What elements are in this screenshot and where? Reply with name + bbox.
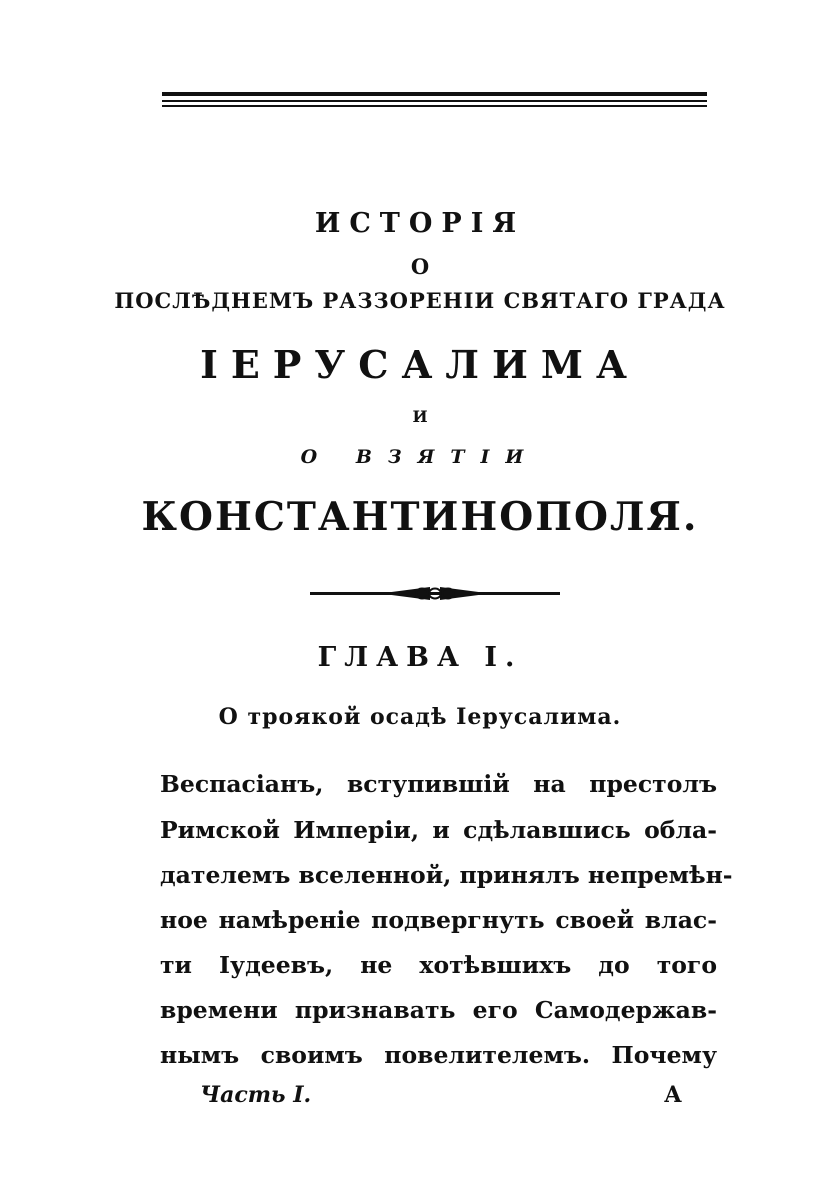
- top-rule-thin: [162, 100, 707, 102]
- book-subtitle-2: О ВЗЯТІИ: [300, 446, 540, 468]
- city-name-jerusalem: ІЕРУСАЛИМА: [200, 342, 640, 387]
- body-line: ное намѣреніе подвергнуть своей влас-: [160, 906, 717, 934]
- body-line: дателемъ вселенной, принялъ непремѣн-: [160, 861, 733, 889]
- body-line: времени признавать его Самодержав-: [160, 996, 717, 1024]
- title-preposition: О: [410, 254, 430, 279]
- signature-mark: А: [664, 1082, 682, 1108]
- body-line: ти Іудеевъ, не хотѣвшихъ до того: [160, 951, 717, 979]
- book-title: ИСТОРІЯ: [314, 208, 526, 239]
- city-name-constantinople: КОНСТАНТИНОПОЛЯ.: [141, 494, 699, 540]
- body-line: нымъ своимъ повелителемъ. Почему: [160, 1041, 717, 1069]
- ornament-divider: [310, 584, 560, 604]
- part-label: Часть I.: [200, 1082, 312, 1108]
- top-rule-thick: [162, 92, 707, 96]
- body-line: Веспасіанъ, вступившій на престолъ: [160, 770, 717, 798]
- body-line: Римской Имперіи, и сдѣлавшись обла-: [160, 816, 717, 844]
- book-subtitle: ПОСЛѢДНЕМЪ РАЗЗОРЕНІИ СВЯТАГО ГРАДА: [114, 288, 726, 313]
- top-rule-thin-2: [162, 105, 707, 107]
- chapter-subheading: О троякой осадѣ Іерусалима.: [218, 704, 622, 730]
- title-conjunction: И: [412, 407, 428, 426]
- chapter-heading: ГЛАВА I.: [317, 642, 523, 673]
